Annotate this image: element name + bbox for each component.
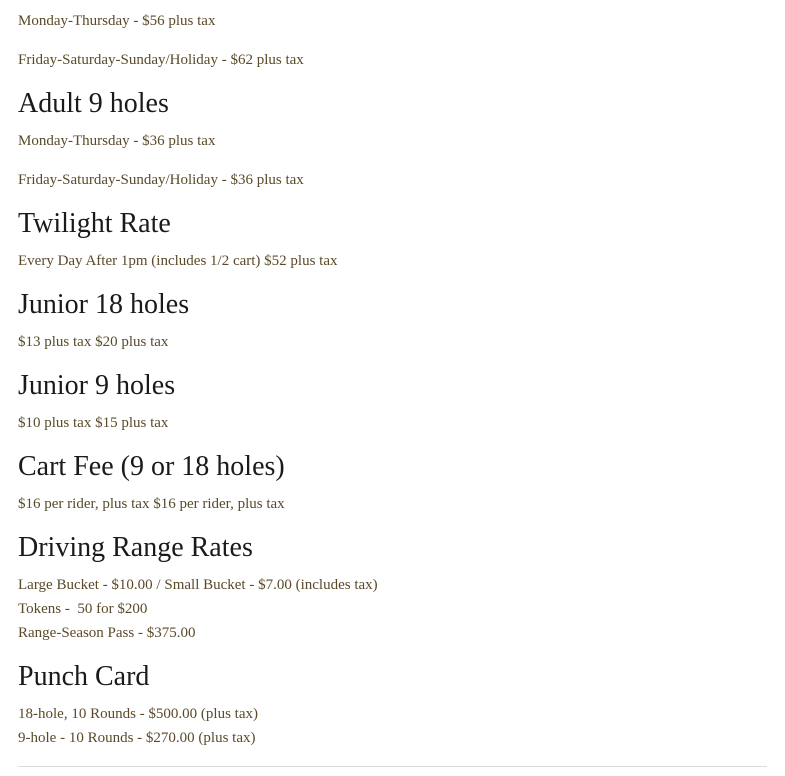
section-title-junior-9-holes: Junior 9 holes (18, 370, 176, 401)
section-divider (18, 766, 767, 767)
section-title-junior-18-holes: Junior 18 holes (18, 289, 190, 320)
rate-line: Friday-Saturday-Sunday/Holiday - $36 plus tax (18, 172, 304, 188)
rate-line: Range-Season Pass - $375.00 (18, 625, 196, 641)
section-title-cart-fee: Cart Fee (9 or 18 holes) (18, 451, 285, 482)
rate-line: Friday-Saturday-Sunday/Holiday - $62 plus tax (18, 52, 304, 68)
rate-line: Tokens - 50 for $200 (18, 601, 148, 617)
section-title-punch-card: Punch Card (18, 661, 150, 692)
section-title-driving-range-rates: Driving Range Rates (18, 532, 253, 563)
rate-line: $13 plus tax $20 plus tax (18, 334, 169, 350)
rate-line: Monday-Thursday - $36 plus tax (18, 133, 216, 149)
rate-line: 9-hole - 10 Rounds - $270.00 (plus tax) (18, 730, 256, 746)
rate-line: $10 plus tax $15 plus tax (18, 415, 169, 431)
section-title-twilight-rate: Twilight Rate (18, 208, 171, 239)
rate-line: Monday-Thursday - $56 plus tax (18, 13, 216, 29)
section-title-adult-9-holes: Adult 9 holes (18, 88, 169, 119)
rate-line: Every Day After 1pm (includes 1/2 cart) $52 plus tax (18, 253, 338, 269)
rate-line: $16 per rider, plus tax $16 per rider, plus tax (18, 496, 285, 512)
rate-line: 18-hole, 10 Rounds - $500.00 (plus tax) (18, 706, 258, 722)
rate-line: Large Bucket - $10.00 / Small Bucket - $7.00 (includes tax) (18, 577, 378, 593)
